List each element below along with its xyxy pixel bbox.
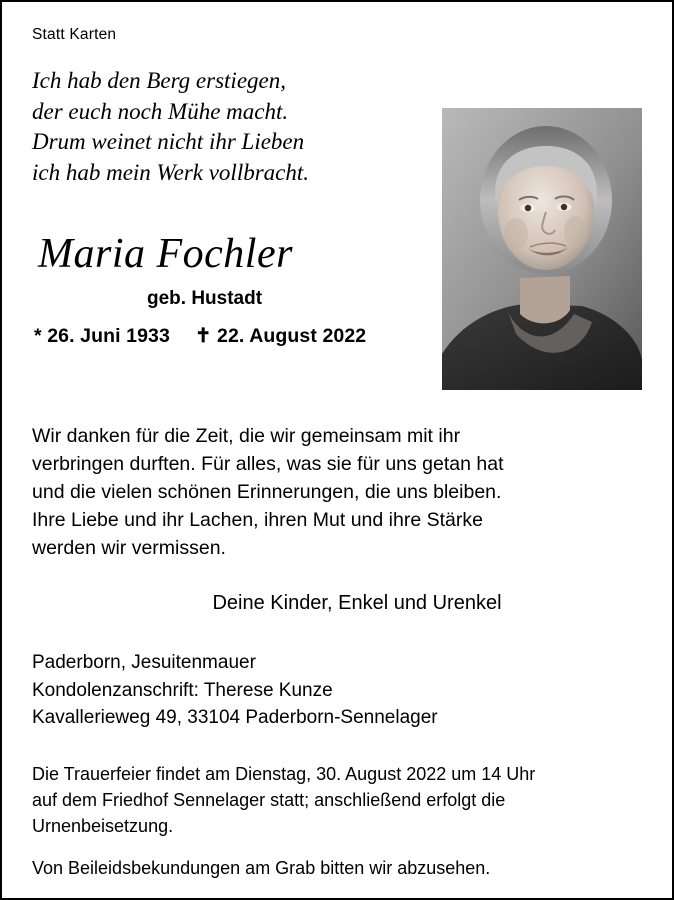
address-line-1: Paderborn, Jesuitenmauer [32,652,256,674]
service-line-3: Urnenbeisetzung. [32,815,174,836]
thanks-line-2: verbringen durften. Für alles, was sie für uns getan hat [32,453,504,476]
birth-date: 26. Juni 1933 [47,325,170,348]
thanks-line-4: Ihre Liebe und ihr Lachen, ihren Mut und ihre Stärke [32,509,483,532]
header-note: Statt Karten [32,26,117,43]
signature-line: Deine Kinder, Enkel und Urenkel [212,592,502,615]
thanks-line-5: werden wir vermissen. [32,537,226,560]
service-details [32,762,642,840]
verse-block [32,66,432,188]
verse-line-3: Drum weinet nicht ihr Lieben [32,129,305,155]
top-block [32,66,642,366]
portrait-photo [442,108,642,390]
verse-line-4: ich hab mein Werk vollbracht. [32,159,310,185]
death-symbol: ✝ [195,325,212,348]
maiden-name: geb. Hustadt [147,288,263,310]
service-line-2: auf dem Friedhof Sennelager statt; anschließend erfolgt die [32,789,506,810]
verse-line-1: Ich hab den Berg erstiegen, [32,68,286,93]
thanks-line-1: Wir danken für die Zeit, die wir gemeinsam mit ihr [32,425,461,447]
address-block [32,649,642,732]
deceased-name: Maria Fochler [38,231,293,278]
condolence-note: Von Beileidsbekundungen am Grab bitten wir abzusehen. [32,857,491,878]
address-line-3: Kavallerieweg 49, 33104 Paderborn-Sennelager [32,707,438,729]
address-line-2: Kondolenzanschrift: Therese Kunze [32,679,333,701]
service-line-1: Die Trauerfeier findet am Dienstag, 30. August 2022 um 14 Uhr [32,764,536,785]
verse-line-2: der euch noch Mühe macht. [32,98,289,124]
death-date: 22. August 2022 [217,325,367,348]
birth-symbol: * [34,325,42,348]
portrait-image [442,108,642,390]
thanks-text [32,422,642,562]
thanks-line-3: und die vielen schönen Erinnerungen, die uns bleiben. [32,481,502,504]
